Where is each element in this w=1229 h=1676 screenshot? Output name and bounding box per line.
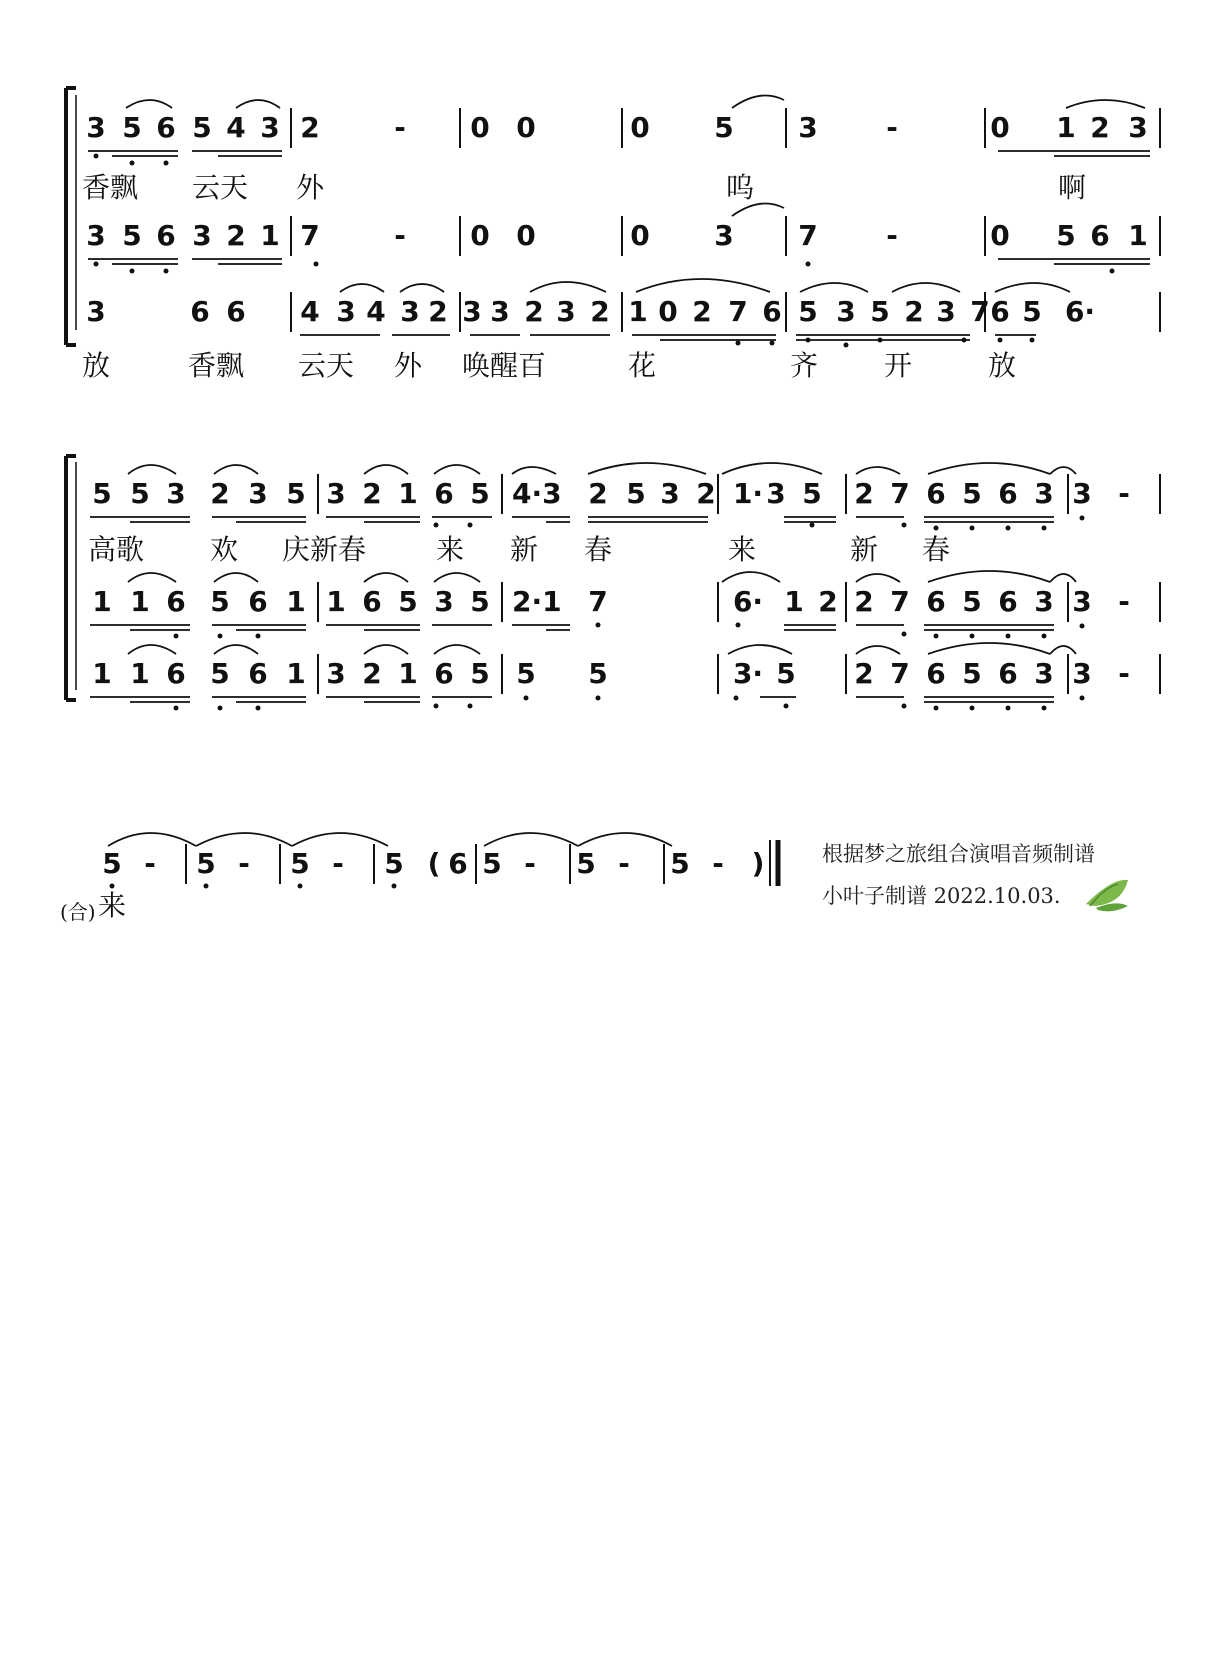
note: 2 — [692, 295, 712, 328]
note: 3 — [326, 477, 346, 510]
note: 5 — [130, 477, 150, 510]
credit-author: 小叶子制谱 2022.10.03. — [822, 884, 1061, 908]
note: 5 — [576, 847, 596, 880]
note: 2 — [696, 477, 716, 510]
lyric: 欢 — [210, 533, 239, 566]
note: 2 — [226, 219, 246, 252]
note: 3 — [1034, 585, 1054, 618]
note: 3 — [260, 111, 280, 144]
note: 3 — [490, 295, 510, 328]
note: 2 — [524, 295, 544, 328]
note: 6 — [998, 657, 1018, 690]
lyric: 庆新春 — [282, 533, 367, 566]
note: 2 — [818, 585, 838, 618]
note: 2 — [590, 295, 610, 328]
note: 2 — [854, 585, 874, 618]
note: 3 — [1034, 477, 1054, 510]
note: 3 — [86, 295, 106, 328]
note: 7 — [970, 295, 990, 328]
note: 5 — [482, 847, 502, 880]
note: 6 — [990, 295, 1010, 328]
note: 6 — [248, 657, 268, 690]
note: 5 — [290, 847, 310, 880]
note: 4 — [300, 295, 320, 328]
note: ( — [427, 847, 441, 880]
note: 6· — [732, 585, 764, 618]
note: 6 — [190, 295, 210, 328]
lyric: 香飘 — [188, 349, 245, 382]
note: 2 — [588, 477, 608, 510]
note: 3 — [434, 585, 454, 618]
note: 0 — [630, 219, 650, 252]
note: 3 — [86, 219, 106, 252]
note: 1 — [130, 657, 150, 690]
note: 3 — [326, 657, 346, 690]
note: 0 — [516, 111, 536, 144]
lyric: 香飘 — [82, 171, 139, 204]
note: 5 — [1056, 219, 1076, 252]
note: - — [332, 847, 344, 880]
note: 6 — [156, 219, 176, 252]
lyric: 呜 — [726, 171, 755, 204]
note: 0 — [516, 219, 536, 252]
note: - — [394, 111, 406, 144]
lyric: 春 — [584, 533, 613, 566]
note: 3 — [660, 477, 680, 510]
note: 1 — [286, 585, 306, 618]
note: 6 — [998, 477, 1018, 510]
note: 3 — [1128, 111, 1148, 144]
note: 1 — [92, 585, 112, 618]
note: 5 — [670, 847, 690, 880]
lyric: 新 — [510, 533, 539, 566]
note: 1 — [628, 295, 648, 328]
note: 7 — [890, 477, 910, 510]
leaf-icon — [1086, 880, 1128, 911]
lyric: 放 — [988, 349, 1017, 382]
note: 5 — [92, 477, 112, 510]
note: 0 — [470, 111, 490, 144]
note: - — [144, 847, 156, 880]
note: 6 — [434, 477, 454, 510]
note: 2 — [362, 657, 382, 690]
note: 3· — [732, 657, 764, 690]
note: 0 — [990, 219, 1010, 252]
note: 5 — [798, 295, 818, 328]
note: 5 — [210, 585, 230, 618]
note: 5 — [962, 585, 982, 618]
note: ) — [751, 847, 765, 880]
note: 2·1 — [512, 585, 562, 618]
note: 5 — [384, 847, 404, 880]
note: 3 — [248, 477, 268, 510]
note: 1 — [1128, 219, 1148, 252]
lyric: 唤醒百 — [462, 349, 547, 382]
lyric: 外 — [296, 171, 325, 204]
note: 3 — [936, 295, 956, 328]
note: 3 — [556, 295, 576, 328]
note: 1 — [326, 585, 346, 618]
note: 6· — [1064, 295, 1096, 328]
note: 5 — [196, 847, 216, 880]
note: 7 — [300, 219, 320, 252]
note: 5 — [776, 657, 796, 690]
note: 4 — [366, 295, 386, 328]
note: 3 — [192, 219, 212, 252]
note: 1· — [732, 477, 764, 510]
note: 5 — [102, 847, 122, 880]
note: - — [1118, 657, 1130, 690]
lyric: 来 — [436, 533, 465, 566]
note: 6 — [448, 847, 468, 880]
lyric: 齐 — [790, 349, 819, 382]
note: 6 — [926, 477, 946, 510]
note: 5 — [516, 657, 536, 690]
lyric: 春 — [922, 533, 951, 566]
note: 6 — [434, 657, 454, 690]
note: 6 — [248, 585, 268, 618]
note: 0 — [470, 219, 490, 252]
lyric: 云天 — [298, 349, 355, 382]
note: 5 — [962, 657, 982, 690]
note: 1 — [286, 657, 306, 690]
note: 6 — [1090, 219, 1110, 252]
note: 4·3 — [512, 477, 562, 510]
note: 2 — [1090, 111, 1110, 144]
note: 3 — [400, 295, 420, 328]
note: 5 — [588, 657, 608, 690]
note: 5 — [122, 219, 142, 252]
note: 2 — [904, 295, 924, 328]
note: 2 — [362, 477, 382, 510]
note: 5 — [870, 295, 890, 328]
note: 3 — [714, 219, 734, 252]
note: 3 — [86, 111, 106, 144]
note: 3 — [462, 295, 482, 328]
note: 6 — [998, 585, 1018, 618]
lyric: 放 — [82, 349, 111, 382]
lyric: 开 — [884, 349, 913, 382]
note: 5 — [626, 477, 646, 510]
lyric: 高歌 — [88, 533, 145, 566]
note: 5 — [398, 585, 418, 618]
note: 1 — [1056, 111, 1076, 144]
note: - — [618, 847, 630, 880]
credit-source: 根据梦之旅组合演唱音频制谱 — [822, 842, 1095, 866]
note: 5 — [470, 585, 490, 618]
note: 2 — [210, 477, 230, 510]
note: 6 — [226, 295, 246, 328]
note: 3 — [166, 477, 186, 510]
note: - — [238, 847, 250, 880]
note: 5 — [962, 477, 982, 510]
note: 1 — [398, 657, 418, 690]
note: 6 — [166, 585, 186, 618]
note: 5 — [122, 111, 142, 144]
note: 5 — [802, 477, 822, 510]
note: 5 — [210, 657, 230, 690]
note: 3 — [836, 295, 856, 328]
note: 3 — [336, 295, 356, 328]
note: 2 — [854, 477, 874, 510]
lyric: 花 — [628, 349, 657, 382]
note: 7 — [728, 295, 748, 328]
note: 1 — [398, 477, 418, 510]
note: 0 — [630, 111, 650, 144]
note: 1 — [784, 585, 804, 618]
note: 5 — [192, 111, 212, 144]
note: 3 — [1072, 585, 1092, 618]
note: 3 — [1072, 477, 1092, 510]
note: 4 — [226, 111, 246, 144]
lyric: 外 — [394, 349, 423, 382]
lyric: 新 — [850, 533, 879, 566]
note: 3 — [766, 477, 786, 510]
note: 1 — [130, 585, 150, 618]
note: - — [1118, 585, 1130, 618]
note: 1 — [92, 657, 112, 690]
lyric: 啊 — [1058, 171, 1087, 204]
lyric: 来 — [98, 889, 127, 922]
note: 6 — [156, 111, 176, 144]
lyric: 云天 — [192, 171, 249, 204]
note: 2 — [854, 657, 874, 690]
note: 6 — [926, 657, 946, 690]
note: - — [524, 847, 536, 880]
note: 2 — [428, 295, 448, 328]
note: 3 — [798, 111, 818, 144]
note: - — [886, 219, 898, 252]
note: 6 — [762, 295, 782, 328]
note: 7 — [588, 585, 608, 618]
note: 1 — [260, 219, 280, 252]
chorus-marker: (合) — [60, 900, 96, 924]
note: 5 — [1022, 295, 1042, 328]
note: 3 — [1034, 657, 1054, 690]
note: - — [394, 219, 406, 252]
note: 5 — [470, 477, 490, 510]
note: - — [886, 111, 898, 144]
note: 6 — [166, 657, 186, 690]
note: 0 — [658, 295, 678, 328]
note: 7 — [890, 657, 910, 690]
note: 3 — [1072, 657, 1092, 690]
note: 6 — [362, 585, 382, 618]
note: 5 — [714, 111, 734, 144]
lyric: 来 — [728, 533, 757, 566]
note: 7 — [798, 219, 818, 252]
note: 7 — [890, 585, 910, 618]
note: 6 — [926, 585, 946, 618]
note: - — [712, 847, 724, 880]
note: 0 — [990, 111, 1010, 144]
note: - — [1118, 477, 1130, 510]
note: 5 — [470, 657, 490, 690]
note: 2 — [300, 111, 320, 144]
note: 5 — [286, 477, 306, 510]
